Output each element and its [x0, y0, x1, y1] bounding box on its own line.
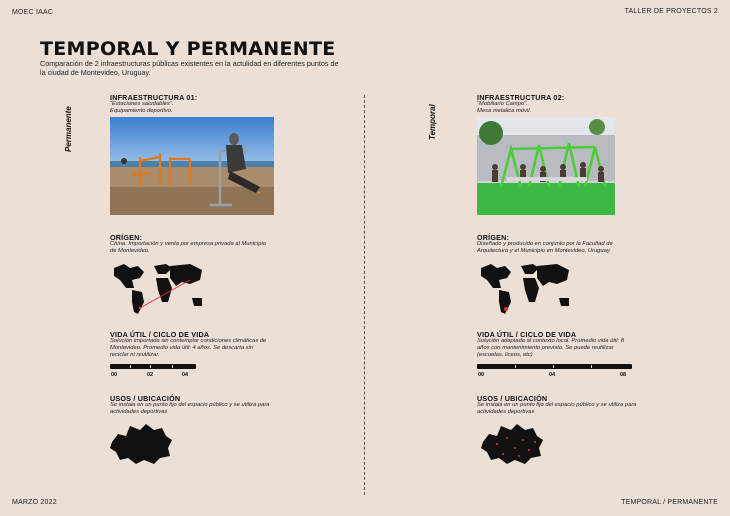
left-timeline-bar [110, 364, 196, 369]
right-tick-2: 08 [620, 372, 627, 378]
right-timeline [477, 364, 637, 382]
right-tick-0: 00 [478, 372, 485, 378]
right-timeline-bar [477, 364, 632, 369]
left-tick-1: 02 [147, 372, 154, 378]
left-location-map-icon [108, 420, 174, 466]
right-location-map-icon [479, 420, 545, 466]
left-world-map-icon [110, 258, 206, 318]
page-subtitle: Comparación de 2 infraestructuras públicas existentes en la actulidad en diferentes puntos de la ciudad de Montevideo, Uruguay. [40, 59, 339, 77]
column-divider [364, 95, 365, 495]
header-right: TALLER DE PROYECTOS 2 [624, 8, 718, 15]
right-life-text: Solución adaptada al contexto local. Promedio vida útil: 8 años con mantenimiento previsto. Se puede reutilizar (escuelas, liceos, etc) [477, 338, 624, 358]
footer-right: TEMPORAL / PERMANENTE [621, 499, 718, 506]
right-infra-desc: Mesa metalica móvil. [477, 108, 532, 114]
left-infra-title: INFRAESTRUCTURA 01: [110, 93, 198, 102]
left-life-text: Solución importada sin contemplar condiciones climáticas de Montevideo. Promedio vida útil: 4 años. Se descarta sin reciclar ni reutilizar. [110, 338, 267, 358]
left-origin-title: ORÍGEN: [110, 233, 143, 242]
left-timeline [110, 364, 200, 382]
right-life-title: VIDA ÚTIL / CICLO DE VIDA [477, 330, 577, 339]
page-title: TEMPORAL Y PERMANENTE [40, 38, 336, 60]
right-uses-text: Se instala en un punto fijo del espacio público y se utiliza para actividades deportivas [477, 402, 637, 415]
right-origin-title: ORÍGEN: [477, 233, 510, 242]
header-left: MOEC IAAC [12, 9, 54, 16]
right-origin-text: Diseñado y producido en conjunto por la Facultad de Arquitectura y el Municipio en Montevideo, Uruguay. [477, 241, 613, 254]
right-photo-mobiliario-campo [477, 117, 615, 215]
right-world-map-icon [477, 258, 573, 318]
right-tick-1: 04 [549, 372, 556, 378]
right-infra-name: "Mobiliario Campo". [477, 101, 528, 107]
left-vertical-label: Permanente [64, 106, 73, 152]
left-tick-2: 04 [182, 372, 189, 378]
left-uses-title: USOS / UBICACIÓN [110, 394, 181, 403]
left-uses-text: Se instala en un punto fijo del espacio público y se utiliza para actividades deportivas [110, 402, 270, 415]
left-tick-0: 00 [111, 372, 118, 378]
left-origin-text: China. Importación y venta por empresa privada al Municipio de Montevideo. [110, 241, 266, 254]
right-uses-title: USOS / UBICACIÓN [477, 394, 548, 403]
right-vertical-label: Temporal [428, 104, 437, 140]
right-infra-title: INFRAESTRUCTURA 02: [477, 93, 565, 102]
left-life-title: VIDA ÚTIL / CICLO DE VIDA [110, 330, 210, 339]
left-infra-desc: Equipamiento deportivo. [110, 108, 173, 114]
footer-left: MARZO 2022 [12, 499, 57, 506]
left-photo-exercise-station [110, 117, 274, 215]
left-infra-name: "Estaciones saludables". [110, 101, 174, 107]
